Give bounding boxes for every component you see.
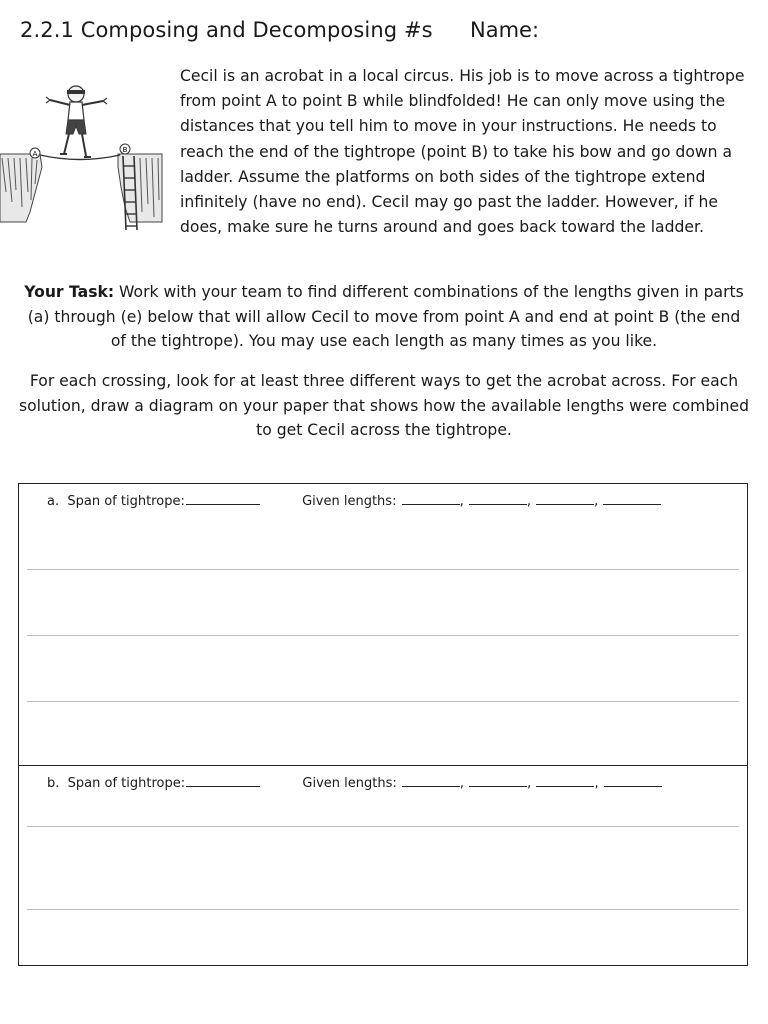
left-cliff [0,154,42,222]
answer-line[interactable] [27,826,739,827]
separator: , [459,494,464,509]
given-lengths-label: Given lengths: [302,776,397,791]
problem-a-letter: a. [47,494,60,509]
length-blank-3[interactable] [536,494,594,505]
worksheet-title: 2.2.1 Composing and Decomposing #s [20,18,433,42]
span-label: Span of tightrope: [67,494,185,509]
answer-line[interactable] [27,635,739,636]
instructions-paragraph: For each crossing, look for at least three different ways to get the acrobat across. For each solution, draw a diagram on your paper that shows how the available lengths were combined to get Cecil across the tightrope. [19,372,749,439]
separator: , [594,494,599,509]
length-blank-4[interactable] [603,494,661,505]
task-label: Your Task: [24,283,115,301]
task-paragraph [18,280,750,354]
intro-paragraph: Cecil is an acrobat in a local circus. His job is to move across a tightrope from point A to point B while blindfolded! He can only move using the distances that you tell him to move in your instructions. He needs to reach the end of the tightrope (point B) to take his bow and go down a ladder. Assume the platforms on both sides of the tightrope extend infinitely (have no end). Cecil may go past the ladder. However, if he does, make sure he turns around and goes back toward the ladder. [180,67,745,237]
point-b-marker [120,144,130,154]
length-blank-1[interactable] [402,776,460,787]
span-label: Span of tightrope: [67,776,186,791]
length-blank-1[interactable] [402,494,460,505]
length-blank-3[interactable] [536,776,594,787]
answer-line[interactable] [27,569,739,570]
separator: , [527,776,532,791]
problem-b-header [47,776,662,791]
problem-a-box [18,483,748,766]
tightrope [40,155,120,160]
problem-a-header [47,494,661,509]
acrobat-figure [46,86,107,157]
name-label: Name: [470,18,540,42]
separator: , [594,776,599,791]
span-blank[interactable] [186,776,260,787]
problem-b-box [18,765,748,966]
svg-text:A: A [32,150,38,158]
answer-line[interactable] [27,701,739,702]
span-blank[interactable] [186,494,260,505]
separator: , [459,776,465,791]
task-text: Work with your team to find different combinations of the lengths given in parts (a) through (e) below that will allow Cecil to move from point A and end at point B (the end of the tightrope). You may use each length as many times as you like. [27,283,744,350]
problem-b-letter: b. [47,776,60,791]
svg-text:B: B [122,146,128,154]
separator: , [526,494,532,509]
length-blank-2[interactable] [469,494,527,505]
acrobat-illustration [0,72,170,232]
length-blank-4[interactable] [604,776,662,787]
answer-line[interactable] [27,909,739,910]
given-lengths-label: Given lengths: [302,494,397,509]
point-a-marker [30,148,40,158]
length-blank-2[interactable] [469,776,527,787]
